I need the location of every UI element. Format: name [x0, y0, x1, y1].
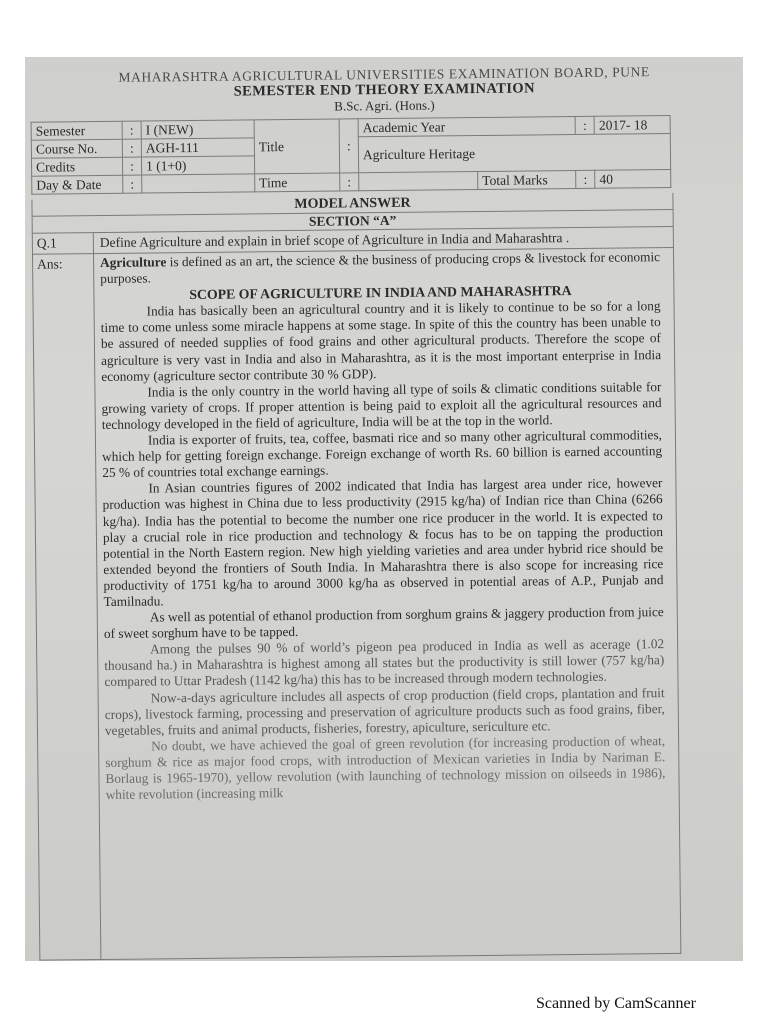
- academic-year-label: Academic Year: [358, 116, 575, 136]
- question-number: Q.1: [33, 233, 94, 254]
- answer-paragraph: No doubt, we have achieved the goal of green revolution (for increasing production of wheat, sorghum & rice as major food crops, with introduction of Mexican varieties in India by Nariman E. Borlaug is 1965-1970), yellow revolution (with launching of technology mission on oilseeds in 1986), white revolution (increasing milk: [105, 732, 666, 803]
- degree-name: B.Sc. Agri. (Hons.): [334, 97, 435, 114]
- answer-paragraph: As well as potential of ethanol production from sorghum grains & jaggery production from juice of sweet sorghum have to be tapped.: [103, 604, 664, 642]
- answer-paragraph: In Asian countries figures of 2002 indicated that India has largest area under rice, however production was highest in China due to less productivity (2915 kg/ha) of Indian rice than China (6266 kg/ha). India has the potential to become the number one rice producer in the world. It is expected to play a crucial role in rice production and technology & focus has to be on tapping the production potential in the North Eastern region. New high yielding varieties and area under hybrid rice should be extended beyond the frontiers of South India. In Maharashtra there is also scope for increasing rice productivity of 1751 kg/ha to around 3000 kg/ha as observed in potential areas of A.P., Punjab and Tamilnadu.: [102, 475, 664, 609]
- answer-paragraph: India is the only country in the world having all type of soils & climatic conditions suitable for growing variety of crops. If proper attention is being paid to exploit all the agricultural resources and technology developed in the field of agriculture, India will be at the top in the world.: [101, 378, 662, 432]
- course-value: AGH-111: [141, 138, 254, 157]
- title-value: Agriculture Heritage: [358, 134, 670, 173]
- title-label: Title: [254, 119, 340, 174]
- credits-label: Credits: [31, 157, 122, 176]
- answer-paragraph: India is exporter of fruits, tea, coffee, basmati rice and so many other agricultural commodities, which help for getting foreign exchange. Foreign exchange of worth Rs. 60 billion is earned accounting 25 % of countries total exchange earnings.: [102, 427, 663, 481]
- answer-body: [94, 247, 667, 959]
- model-answer-heading: MODEL ANSWER: [31, 193, 673, 217]
- exam-info-table: Semester : I (NEW) Title : Academic Year : 2017- 18 Course No. : AGH-111 Agriculture Heritage Credits : 1 (1+0) Day & Date : Time : Total Marks : 40: [31, 115, 672, 195]
- answer-block: [32, 247, 681, 961]
- board-name: MAHARASHTRA AGRICULTURAL UNIVERSITIES EXAMINATION BOARD, PUNE: [118, 64, 650, 85]
- section-heading: SECTION “A”: [32, 210, 674, 234]
- course-label: Course No.: [31, 139, 122, 158]
- definition-paragraph: [100, 249, 660, 287]
- total-marks-value: 40: [595, 170, 671, 189]
- scanned-photo: [25, 57, 743, 961]
- exam-sheet: [30, 58, 743, 959]
- scanner-watermark: Scanned by CamScanner: [536, 995, 696, 1012]
- answer-paragraph: Among the pulses 90 % of world’s pigeon pea produced in India as well as acerage (1.02 thousand ha.) in Maharashtra is highest among all states but the productivity is still lower (757 kg/ha) compared to Uttar Pradesh (1142 kg/ha) this has to be increased through modern technologies.: [104, 636, 665, 690]
- time-label: Time: [255, 173, 340, 192]
- answer-paragraph: India has basically been an agricultural country and it is likely to continue to be so for a long time to come unless some miracle happens at some stage. In spite of this the country has been unable to be assured of needed supplies of food grains and other agricultural products. Therefore the scope of agriculture is very vast in India and also in Maharashtra, as it is the most important enterprise in India economy (agriculture sector contribute 30 % GDP).: [100, 298, 662, 384]
- date-value: [142, 174, 255, 193]
- answer-label: Ans:: [33, 253, 101, 960]
- credits-value: 1 (1+0): [141, 156, 254, 175]
- date-label: Day & Date: [32, 175, 123, 194]
- semester-value: I (NEW): [141, 120, 254, 139]
- scope-heading: SCOPE OF AGRICULTURE IN INDIA AND MAHARASHTRA: [189, 283, 572, 303]
- definition-term: Agriculture: [100, 254, 167, 270]
- semester-label: Semester: [31, 121, 122, 140]
- exam-title: SEMESTER END THEORY EXAMINATION: [233, 80, 536, 100]
- total-marks-label: Total Marks: [478, 170, 576, 189]
- question-text: Define Agriculture and explain in brief scope of Agriculture in India and Maharashtra .: [99, 230, 570, 250]
- academic-year-value: 2017- 18: [594, 116, 670, 135]
- document-header: [30, 64, 738, 116]
- definition-text: is defined as an art, the science & the business of producing crops & livestock for economic purposes.: [100, 249, 661, 287]
- answer-paragraph: Now-a-days agriculture includes all aspects of crop production (field crops, plantation and fruit crops), livestock farming, processing and preservation of agriculture products such as food grains, fiber, vegetables, fruits and animal products, fisheries, forestry, apiculture, sericulture etc.: [104, 684, 665, 738]
